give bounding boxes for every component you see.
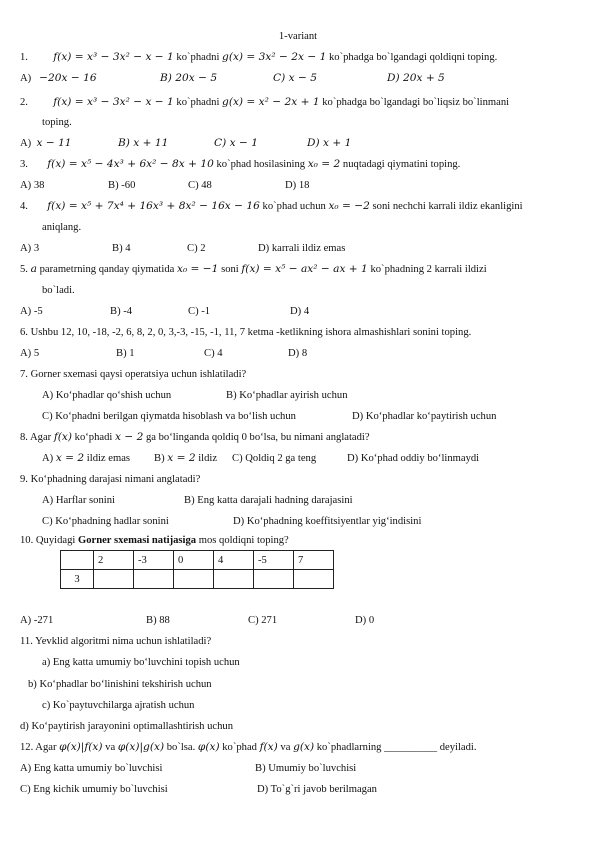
answer-c: C) 2: [187, 243, 206, 254]
gorner-table: [60, 550, 334, 589]
answer-c: C) Qoldiq 2 ga teng: [232, 453, 317, 464]
answer-d: D) x + 1: [307, 137, 352, 149]
question-4: 4. f(x) = x⁵ + 7x⁴ + 16x³ + 8x² − 16x − 16 ko`phad uchun x₀ = −2 soni nechchi karrali ildiz ekanligini: [20, 200, 523, 212]
divisor: x − 2: [114, 431, 144, 443]
table-row: [61, 570, 334, 589]
answer-b: B) 20x − 5: [160, 72, 218, 84]
answer-a: A) Eng katta umumiy bo`luvchisi: [20, 763, 163, 774]
text: ko`phadni: [173, 52, 223, 63]
question-2: 2. f(x) = x³ − 3x² − x − 1 ko`phadni g(x) = x² − 2x + 1 ko`phadga bo`lgandagi bo`liqsiz bo`linmani: [20, 96, 510, 108]
answer-b: B) 88: [146, 615, 170, 626]
answer-a: A) Harflar sonini: [42, 495, 115, 506]
answer-d: D) 4: [290, 306, 310, 317]
formula-f: f(x) = x⁵ − 4x³ + 6x² − 8x + 10: [47, 158, 214, 170]
question-3: 3. f(x) = x⁵ − 4x³ + 6x² − 8x + 10 ko`phad hosilasining x₀ = 2 nuqtadagi qiymatini toping.: [20, 158, 461, 170]
table-cell: [94, 570, 134, 589]
variant-title: 1-variant: [278, 31, 318, 42]
formula-f: f(x) = x³ − 3x² − x − 1: [53, 96, 174, 108]
table-cell: -3: [134, 551, 174, 570]
answer-b: B) 4: [112, 243, 131, 254]
table-cell: [294, 570, 334, 589]
answer-a: A) 3: [20, 243, 40, 254]
answer-d: D) Ko‘phad oddiy bo‘linmaydi: [347, 453, 480, 464]
question-12: 12. Agar φ(x)|f(x) va φ(x)|g(x) bo`lsa. φ(x) ko`phad f(x) va g(x) ko`phadlarning __________ deyiladi.: [20, 741, 477, 753]
answer-c: C) 271: [248, 615, 278, 626]
parameter-a: a: [30, 263, 37, 275]
answer-d: D) Ko‘phadning koeffitsiyentlar yig‘indisini: [233, 516, 422, 527]
question-11: 11. Yevklid algoritmi nima uchun ishlatiladi?: [20, 636, 212, 647]
formula-f: f(x) = x⁵ − ax² − ax + 1: [241, 263, 368, 275]
answer-b: B) Ko‘phadlar ayirish uchun: [226, 390, 348, 401]
formula-g: g(x) = 3x² − 2x − 1: [222, 51, 327, 63]
answer-c: C) x − 5: [273, 72, 317, 84]
answer-a: A) Ko‘phadlar qo‘shish uchun: [42, 390, 172, 401]
answer-b: B) -4: [110, 306, 133, 317]
question-number: 3.: [20, 159, 28, 170]
answer-c: C) x − 1: [214, 137, 258, 149]
answer-c: C) 4: [204, 348, 223, 359]
question-number: 1.: [20, 52, 28, 63]
answer-b: B) Eng katta darajali hadning darajasini: [184, 495, 353, 506]
answer-c: C) -1: [188, 306, 211, 317]
text: ko`phadga bo`lgandagi qoldiqni toping.: [326, 52, 498, 63]
table-cell: -5: [254, 551, 294, 570]
answer-a: A) −20x − 16: [20, 72, 97, 84]
question-number: 4.: [20, 201, 28, 212]
answer-c: c) Ko`paytuvchilarga ajratish uchun: [42, 700, 195, 711]
point-x0: x₀ = −1: [176, 263, 219, 275]
table-cell: 4: [214, 551, 254, 570]
question-6: 6. Ushbu 12, 10, -18, -2, 6, 8, 2, 0, 3,-3, -15, -1, 11, 7 ketma -ketlikning ishora almashishlari sonini toping.: [20, 327, 472, 338]
answer-d: D) 0: [355, 615, 375, 626]
table-cell: 3: [61, 570, 94, 589]
answer-c: C) 48: [188, 180, 212, 191]
answer-b: B) 1: [116, 348, 135, 359]
answer-b: b) Ko‘phadlar bo‘linishini tekshirish uchun: [28, 679, 212, 690]
answer-a: A) x − 11: [20, 137, 72, 149]
point-x0: x₀ = −2: [328, 200, 370, 212]
question-9: 9. Ko‘phadning darajasi nimani anglatadi?: [20, 474, 201, 485]
answer-b: B) x + 11: [118, 137, 169, 149]
formula-f: f(x) = x³ − 3x² − x − 1: [53, 51, 174, 63]
question-8: 8. Agar f(x) ko‘phadi x − 2 ga bo‘linganda qoldiq 0 bo‘lsa, bu nimani anglatadi?: [20, 431, 370, 443]
table-cell: [214, 570, 254, 589]
question-7: 7. Gorner sxemasi qaysi operatsiya uchun ishlatiladi?: [20, 369, 247, 380]
table-cell: [254, 570, 294, 589]
table-cell: 2: [94, 551, 134, 570]
answer-a: A) -271: [20, 615, 54, 626]
formula-g: g(x) = x² − 2x + 1: [222, 96, 320, 108]
point-x0: x₀ = 2: [307, 158, 341, 170]
formula-f: f(x) = x⁵ + 7x⁴ + 16x³ + 8x² − 16x − 16: [47, 200, 260, 212]
table-cell: 7: [294, 551, 334, 570]
answer-c: C) Ko‘phadni berilgan qiymatda hisoblash va bo‘lish uchun: [42, 411, 296, 422]
table-cell: [134, 570, 174, 589]
answer-d: d) Ko‘paytirish jarayonini optimallashtirish uchun: [20, 721, 234, 732]
answer-d: D) Ko‘phadlar ko‘paytirish uchun: [352, 411, 497, 422]
question-4-continued: aniqlang.: [42, 222, 82, 233]
formula-f: f(x): [53, 431, 73, 443]
answer-d: D) karrali ildiz emas: [258, 243, 346, 254]
answer-a: A) 5: [20, 348, 40, 359]
answer-a: a) Eng katta umumiy bo‘luvchini topish uchun: [42, 657, 240, 668]
answer-d: D) 8: [288, 348, 308, 359]
question-10: 10. Quyidagi Gorner sxemasi natijasiga mos qoldiqni toping?: [20, 535, 289, 546]
question-number: 5.: [20, 264, 28, 275]
table-cell: [174, 570, 214, 589]
question-2-continued: toping.: [42, 117, 72, 128]
table-cell: [61, 551, 94, 570]
answer-a: A) -5: [20, 306, 43, 317]
table-cell: 0: [174, 551, 214, 570]
answer-b: B) Umumiy bo`luvchisi: [255, 763, 357, 774]
question-5-continued: bo`ladi.: [42, 285, 75, 296]
question-number: 2.: [20, 97, 28, 108]
answer-c: C) Eng kichik umumiy bo`luvchisi: [20, 784, 168, 795]
question-1: [20, 51, 497, 64]
answer-d: D) To`g`ri javob berilmagan: [257, 784, 377, 795]
table-row: [61, 551, 334, 570]
answer-b: B) -60: [108, 180, 136, 191]
answer-d: D) 18: [285, 180, 310, 191]
answer-b: B) x = 2 ildiz: [154, 452, 218, 464]
answer-a: A) x = 2 ildiz emas: [42, 452, 131, 464]
bold-phrase: Gorner sxemasi natijasiga: [77, 535, 197, 546]
answer-a: A) 38: [20, 180, 45, 191]
answer-d: D) 20x + 5: [387, 72, 445, 84]
answer-c: C) Ko‘phadning hadlar sonini: [42, 516, 169, 527]
question-5: 5. a parametrning qanday qiymatida x₀ = −1 soni f(x) = x⁵ − ax² − ax + 1 ko`phadning 2 karrali ildizi: [20, 263, 487, 275]
